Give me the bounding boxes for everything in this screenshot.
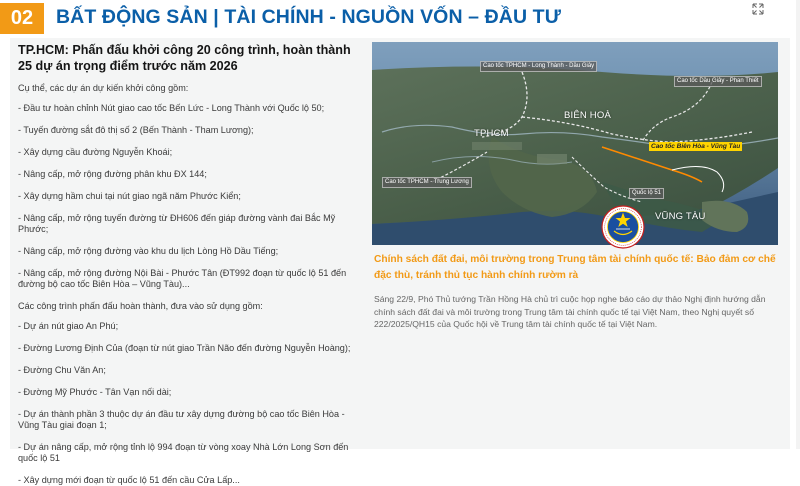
related-article-title[interactable]: Chính sách đất đai, môi trường trong Trung tâm tài chính quốc tế: Bảo đảm cơ chế đặc thù, tránh thủ tục hành chính rườm rà — [374, 254, 776, 281]
intro-text: Cụ thể, các dự án dự kiến khởi công gồm: — [18, 83, 189, 93]
city-label-tphcm: TPHCM — [474, 128, 509, 139]
scrollbar-track[interactable] — [796, 0, 800, 449]
list-item: - Dự án thành phần 3 thuộc dự án đầu tư xây dựng đường bộ cao tốc Biên Hòa - Vũng Tàu giai đoạn 1; — [18, 409, 345, 430]
intro-text-completed: Các công trình phấn đấu hoàn thành, đưa vào sử dụng gồm: — [18, 301, 263, 311]
emblem-seal-icon — [601, 205, 645, 249]
related-article-summary: Sáng 22/9, Phó Thủ tướng Trần Hồng Hà chủ trì cuộc họp nghe báo cáo dự thảo Nghị định hướng dẫn chính sách đất đai và môi trường trong Trung tâm tài chính quốc tế tại Việt Nam, theo Nghị quyết số 222/2025/QH15 của Quốc hội về Trung tâm tài chính quốc tế tại Việt Nam. — [374, 294, 766, 330]
list-item: - Xây dựng hầm chui tại nút giao ngã năm Phước Kiển; — [18, 191, 241, 201]
list-item: - Nâng cấp, mở rộng đường phân khu ĐX 144; — [18, 169, 207, 179]
list-item: - Xây dựng cầu đường Nguyễn Khoái; — [18, 147, 173, 157]
map-label-highlight: Cao tốc Biên Hòa - Vũng Tàu — [651, 143, 741, 150]
completed-list — [18, 321, 363, 486]
city-label-vung-tau: VŨNG TÀU — [655, 211, 706, 222]
list-item: - Nâng cấp, mở rộng tuyến đường từ ĐH606 đến giáp đường vành đai Bắc Mỹ Phước; — [18, 213, 336, 234]
map-label: Quốc lộ 51 — [629, 188, 664, 199]
list-item: - Đầu tư hoàn chỉnh Nút giao cao tốc Bến Lức - Long Thành với Quốc lộ 50; — [18, 103, 325, 113]
list-item: - Đường Lương Định Của (đoạn từ nút giao Trần Não đến đường Nguyễn Hoàng); — [18, 343, 351, 353]
list-item: - Tuyến đường sắt đô thị số 2 (Bến Thành - Tham Lương); — [18, 125, 254, 135]
section-number-badge: 02 — [0, 3, 44, 34]
list-item: - Đường Mỹ Phước - Tân Vạn nối dài; — [18, 387, 172, 397]
list-item: - Nâng cấp, mở rộng đường Nội Bài - Phước Tân (ĐT992 đoạn từ quốc lộ 51 đến đường bộ cao tốc Biên Hòa – Vũng Tàu)... — [18, 268, 347, 289]
expand-icon[interactable] — [752, 3, 764, 15]
section-title: BẤT ĐỘNG SẢN | TÀI CHÍNH - NGUỒN VỐN – ĐẦU TƯ — [56, 6, 561, 28]
map-label: Cao tốc Dầu Giây - Phan Thiết — [674, 76, 762, 87]
city-label-bien-hoa: BIÊN HOÀ — [564, 110, 611, 121]
start-list — [18, 103, 363, 290]
list-item: - Dự án nút giao An Phú; — [18, 321, 119, 331]
article-title[interactable]: TP.HCM: Phấn đấu khởi công 20 công trình, hoàn thành 25 dự án trọng điểm trước năm 2026 — [18, 43, 351, 73]
section-header — [0, 0, 800, 38]
map-label: Cao tốc TPHCM - Long Thành - Dầu Giây — [480, 61, 597, 72]
map-image[interactable] — [372, 42, 778, 245]
list-item: - Dự án nâng cấp, mở rộng tỉnh lộ 994 đoạn từ vòng xoay Nhà Lớn Long Sơn đến quốc lộ 51 — [18, 442, 349, 463]
map-label: Cao tốc TPHCM - Trung Lương — [382, 177, 472, 188]
list-item: - Xây dựng mới đoạn từ quốc lộ 51 đến cầu Cửa Lấp... — [18, 475, 240, 485]
left-article — [18, 42, 363, 486]
list-item: - Đường Chu Văn An; — [18, 365, 106, 375]
list-item: - Nâng cấp, mở rộng đường vào khu du lịch Lòng Hồ Dầu Tiếng; — [18, 246, 279, 256]
